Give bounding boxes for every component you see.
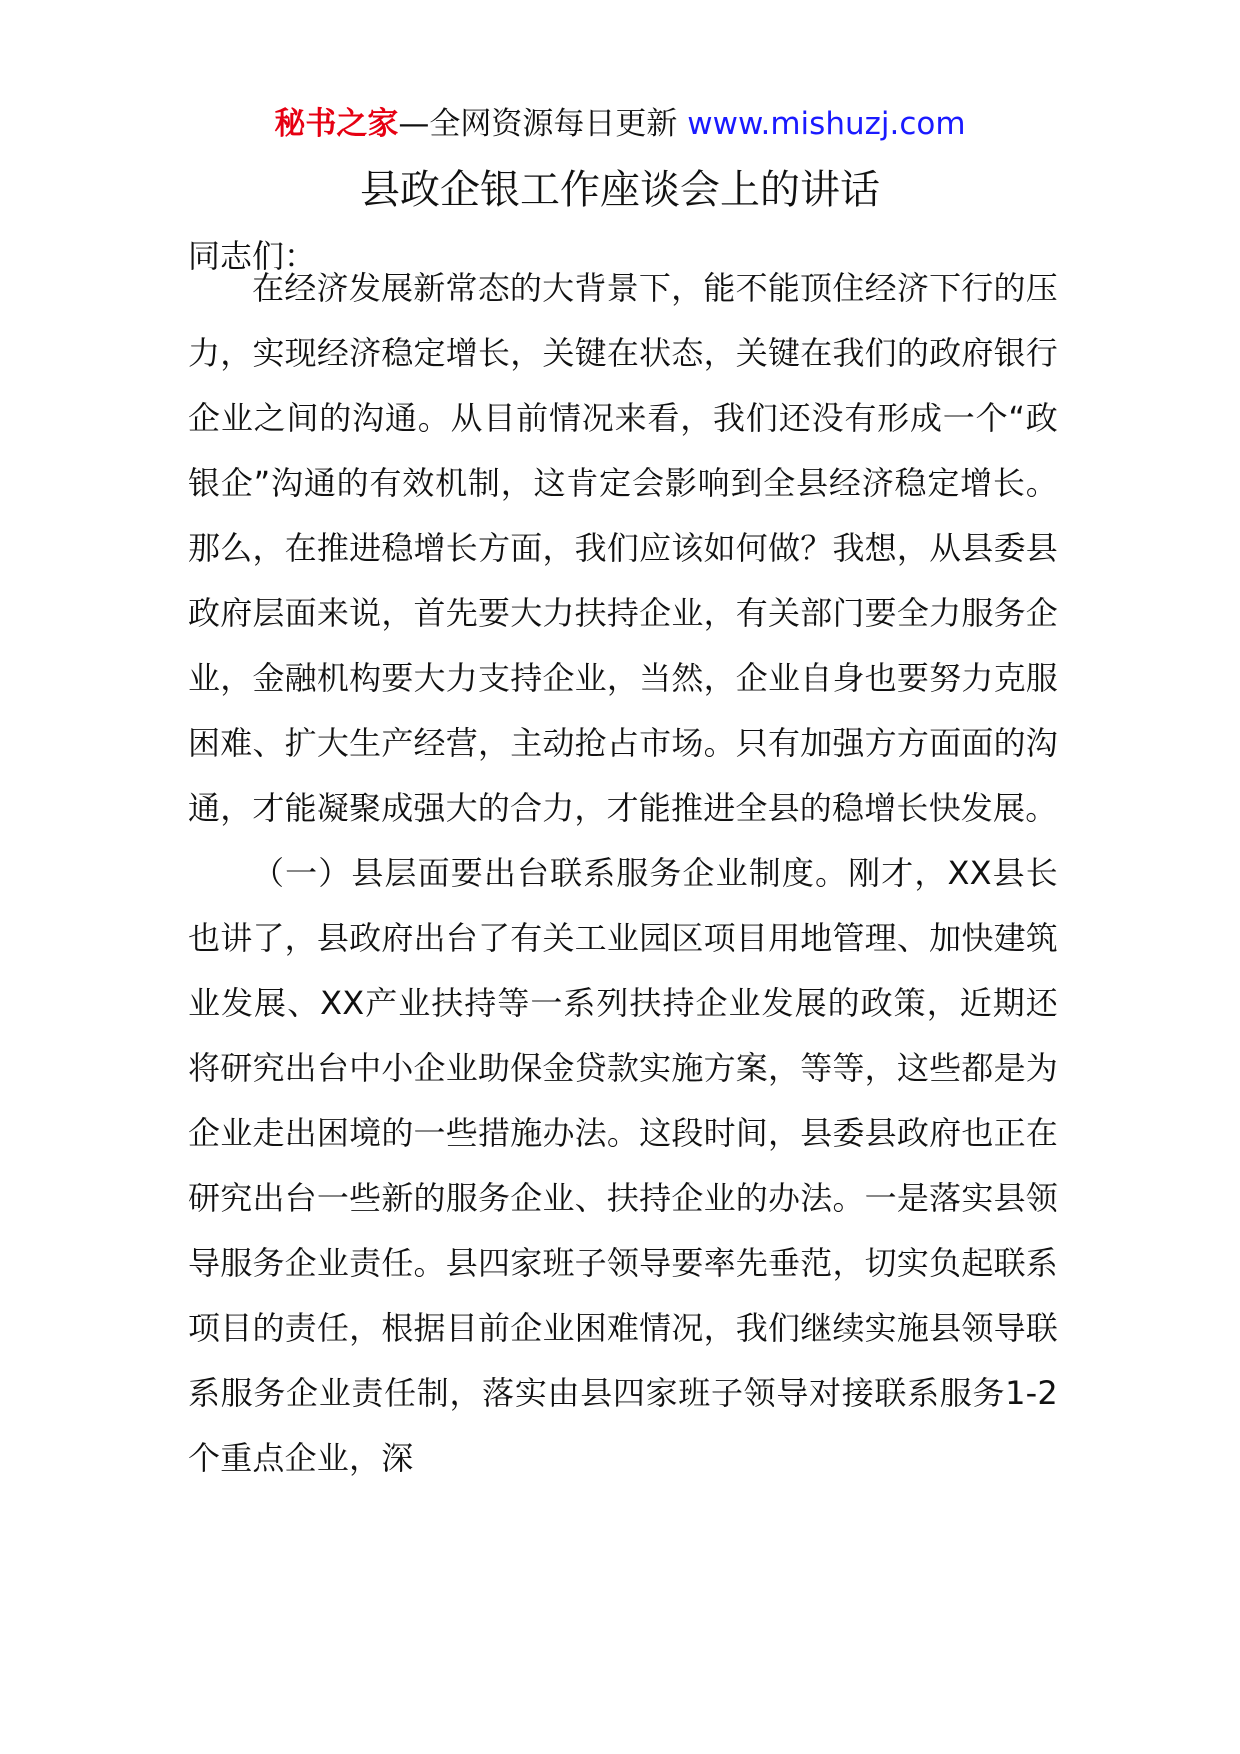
paragraph-1: 在经济发展新常态的大背景下，能不能顶住经济下行的压力，实现经济稳定增长，关键在状态，关键在我们的政府银行企业之间的沟通。从目前情况来看，我们还没有形成一个“政银企”沟通的有效机制，这肯定会影响到全县经济稳定增长。那么，在推进稳增长方面，我们应该如何做？我想，从县委县政府层面来说，首先要大力扶持企业，有关部门要全力服务企业，金融机构要大力支持企业，当然，企业自身也要努力克服困难、扩大生产经营，主动抢占市场。只有加强方方面面的沟通，才能凝聚成强大的合力，才能推进全县的稳增长快发展。 [188,269,1058,827]
site-header [0,104,1240,144]
site-url-link[interactable]: www.mishuzj.com [687,106,966,142]
header-slogan: —全网资源每日更新 [398,106,688,142]
brand-name: 秘书之家 [274,106,399,142]
paragraph-2: （一）县层面要出台联系服务企业制度。刚才，XX县长也讲了，县政府出台了有关工业园区项目用地管理、加快建筑业发展、XX产业扶持等一系列扶持企业发展的政策，近期还将研究出台中小企业助保金贷款实施方案，等等，这些都是为企业走出困境的一些措施办法。这段时间，县委县政府也正在研究出台一些新的服务企业、扶持企业的办法。一是落实县领导服务企业责任。县四家班子领导要率先垂范，切实负起联系项目的责任，根据目前企业困难情况，我们继续实施县领导联系服务企业责任制，落实由县四家班子领导对接联系服务1-2个重点企业，深 [188,854,1058,1477]
document-body [188,256,1058,1491]
greeting: 同志们： [188,237,317,275]
document-title: 县政企银工作座谈会上的讲话 [360,167,880,213]
